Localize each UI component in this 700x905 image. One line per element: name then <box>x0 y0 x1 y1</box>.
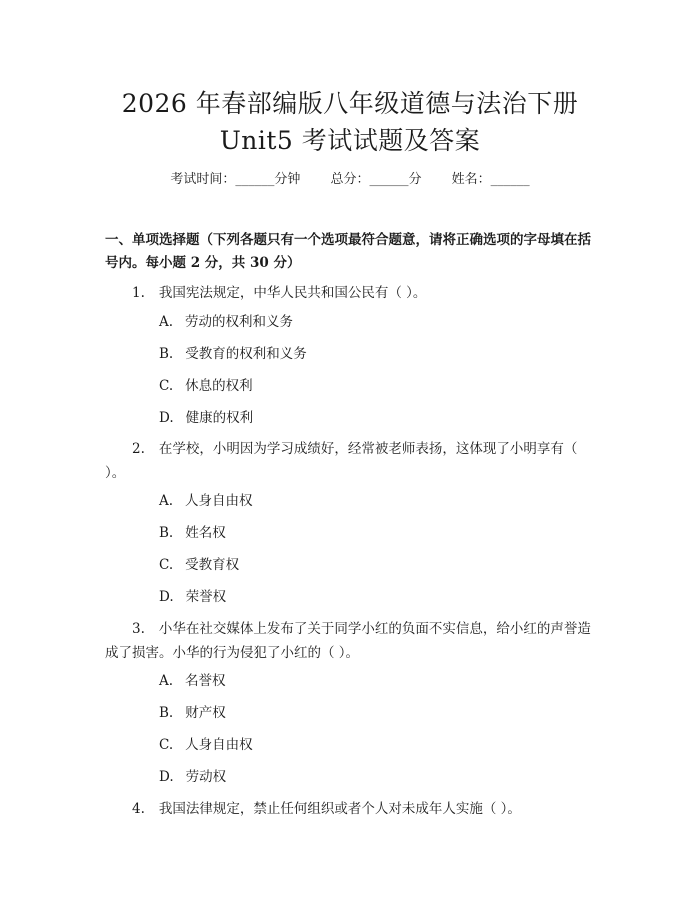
answer-option <box>159 703 226 723</box>
option-text: 荣誉权 <box>185 589 227 605</box>
answer-option <box>159 587 226 607</box>
question-text: 小华在社交媒体上发布了关于同学小红的负面不实信息，给小红的声誉造成了损害。小华的行为侵犯了小红的（ ）。 <box>105 621 591 661</box>
section-heading: 一、单项选择题（下列各题只有一个选项最符合题意，请将正确选项的字母填在括号内。每小题 2 分，共 30 分） <box>105 232 591 271</box>
total-score-field: 总分：______分 <box>330 172 422 187</box>
option-text: 劳动的权利和义务 <box>185 314 294 330</box>
exam-info-line <box>0 168 700 187</box>
answer-option <box>159 344 307 364</box>
option-text: 名誉权 <box>185 673 226 689</box>
option-text: 休息的权利 <box>185 378 253 394</box>
option-text: 受教育权 <box>185 557 240 573</box>
answer-option <box>159 491 253 511</box>
option-text: 受教育的权利和义务 <box>185 346 307 362</box>
question-text: 我国法律规定，禁止任何组织或者个人对未成年人实施（ ）。 <box>158 801 521 817</box>
answer-option <box>159 671 226 691</box>
page-subtitle: Unit5 考试试题及答案 <box>219 126 481 155</box>
question-stem <box>105 617 595 665</box>
option-letter: C. <box>159 378 174 394</box>
question-number: 4. <box>132 801 145 817</box>
option-text: 劳动权 <box>185 769 227 785</box>
option-text: 健康的权利 <box>185 410 254 426</box>
question-stem <box>105 281 595 305</box>
question-number: 2. <box>132 441 145 457</box>
option-letter: A. <box>159 314 174 330</box>
option-letter: A. <box>159 493 174 509</box>
question-text: 我国宪法规定，中华人民共和国公民有（ ）。 <box>158 285 427 301</box>
page-title: 2026 年春部编版八年级道德与法治下册 <box>121 89 579 118</box>
option-letter: D. <box>159 769 174 785</box>
option-letter: D. <box>159 589 174 605</box>
question-text: 在学校，小明因为学习成绩好，经常被老师表扬，这体现了小明享有（ ）。 <box>105 441 578 481</box>
option-text: 财产权 <box>185 705 226 721</box>
question-number: 3. <box>132 621 145 637</box>
answer-option <box>159 555 239 575</box>
option-letter: C. <box>159 557 174 573</box>
answer-option <box>159 767 226 787</box>
option-letter: B. <box>159 525 174 541</box>
option-letter: A. <box>159 673 174 689</box>
option-text: 人身自由权 <box>185 493 253 509</box>
answer-option <box>159 735 253 755</box>
answer-option <box>159 408 253 428</box>
option-letter: B. <box>159 346 174 362</box>
answer-option <box>159 312 293 332</box>
answer-option <box>159 523 226 543</box>
student-name-field: 姓名：______ <box>451 172 530 187</box>
question-stem <box>105 437 595 485</box>
answer-option <box>159 376 253 396</box>
option-text: 人身自由权 <box>185 737 253 753</box>
option-letter: B. <box>159 705 174 721</box>
option-text: 姓名权 <box>185 525 226 541</box>
exam-time-field: 考试时间：______分钟 <box>170 172 301 187</box>
question-stem <box>105 797 595 821</box>
option-letter: C. <box>159 737 174 753</box>
question-number: 1. <box>132 285 145 301</box>
option-letter: D. <box>159 410 174 426</box>
